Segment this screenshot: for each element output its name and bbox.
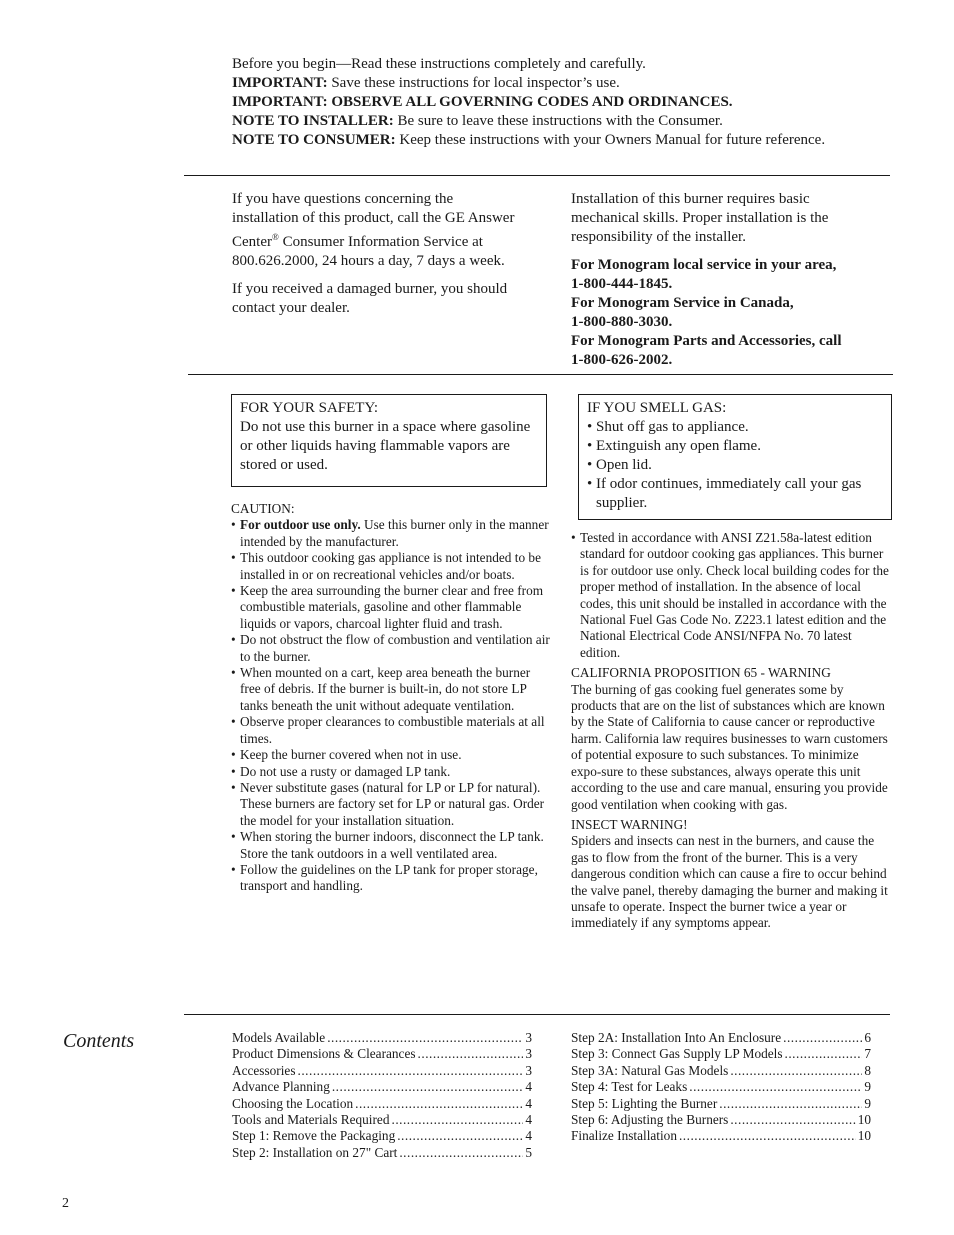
toc-entry[interactable] (571, 1128, 871, 1144)
install-section (571, 190, 871, 370)
service-line: For Monogram Service in Canada, (571, 295, 794, 311)
questions-section (232, 190, 517, 318)
service-line: 1-800-626-2002. (571, 352, 673, 368)
toc-leader (298, 1063, 524, 1079)
installer-note-text: Be sure to leave these instructions with the Consumer. (393, 113, 723, 129)
toc-entry[interactable] (571, 1063, 871, 1079)
toc-entry-page: 4 (525, 1095, 532, 1111)
registered-mark: ® (271, 232, 279, 242)
safety-box (231, 394, 547, 487)
toc-entry[interactable] (571, 1096, 871, 1112)
toc-leader (679, 1128, 856, 1144)
toc-entry[interactable] (232, 1079, 532, 1095)
prop65-title: CALIFORNIA PROPOSITION 65 - WARNING (571, 665, 831, 681)
toc-entry-page: 8 (864, 1062, 871, 1078)
intro-line: Before you begin—Read these instructions completely and carefully. (232, 56, 646, 72)
toc-entry[interactable] (571, 1079, 871, 1095)
caution-item: • When mounted on a cart, keep area beneath the burner free of debris. If the burner is built-in, do not store LP tanks beneath the unit without adequate ventilation. (231, 665, 553, 714)
service-line: For Monogram local service in your area, (571, 257, 837, 273)
toc-left (232, 1030, 532, 1161)
toc-entry-title: Step 6: Adjusting the Burners (571, 1112, 729, 1128)
toc-entry-page: 3 (525, 1030, 532, 1045)
caution-item: • Keep the burner covered when not in use. (231, 747, 553, 763)
intro-important (232, 74, 832, 93)
toc-leader (418, 1046, 524, 1062)
toc-entry-page: 9 (864, 1095, 871, 1111)
safety-text: Do not use this burner in a space where gasoline or other liquids having flammable vapors are stored or used. (240, 419, 531, 473)
safety-title: FOR YOUR SAFETY: (240, 400, 379, 416)
installer-note-label: NOTE TO INSTALLER: (232, 113, 394, 129)
toc-leader (730, 1112, 855, 1128)
caution-item: • Do not use a rusty or damaged LP tank. (231, 764, 553, 780)
toc-entry-page: 7 (864, 1046, 871, 1062)
intro-codes: IMPORTANT: OBSERVE ALL GOVERNING CODES AND ORDINANCES. (232, 94, 733, 110)
damaged-burner-paragraph: If you received a damaged burner, you should contact your dealer. (232, 281, 508, 316)
toc-entry-page: 5 (525, 1144, 532, 1160)
toc-entry[interactable] (571, 1046, 871, 1062)
service-line: For Monogram Parts and Accessories, call (571, 333, 842, 349)
toc-entry[interactable] (232, 1112, 532, 1128)
gas-item: • Shut off gas to appliance. (587, 418, 883, 437)
caution-bold: For outdoor use only. (240, 517, 361, 533)
service-line: 1-800-444-1845. (571, 276, 673, 292)
toc-entry-page: 9 (864, 1079, 871, 1095)
toc-leader (785, 1046, 863, 1062)
toc-entry-title: Step 2: Installation on 27" Cart (232, 1144, 398, 1160)
toc-entry-title: Tools and Materials Required (232, 1112, 390, 1128)
toc-entry[interactable] (232, 1063, 532, 1079)
toc-entry-title: Advance Planning (232, 1079, 330, 1095)
toc-entry[interactable] (232, 1128, 532, 1144)
caution-item: • Keep the area surrounding the burner clear and free from combustible materials, gasoline and other flammable liquids or vapors, charcoal lighter fluid and trash. (231, 583, 553, 632)
toc-leader (783, 1030, 862, 1046)
toc-entry-title: Accessories (232, 1062, 296, 1078)
caution-item: • When storing the burner indoors, disconnect the LP tank. Store the tank outdoors in a well ventilated area. (231, 829, 553, 862)
insect-title: INSECT WARNING! (571, 816, 688, 832)
caution-item: • Follow the guidelines on the LP tank for proper storage, transport and handling. (231, 862, 553, 895)
gas-list (587, 418, 883, 513)
toc-entry-title: Step 3: Connect Gas Supply LP Models (571, 1046, 783, 1062)
important-label: IMPORTANT: (232, 75, 328, 91)
intro-consumer-note (232, 131, 832, 150)
toc-entry[interactable] (232, 1046, 532, 1062)
toc-leader (397, 1128, 523, 1144)
gas-title: IF YOU SMELL GAS: (587, 400, 727, 416)
toc-entry-page: 4 (525, 1112, 532, 1128)
toc-entry[interactable] (232, 1030, 532, 1046)
caution-item: • This outdoor cooking gas appliance is not intended to be installed in or on recreational vehicles and/or boats. (231, 550, 553, 583)
caution-item (231, 517, 553, 550)
toc-entry-title: Step 4: Test for Leaks (571, 1079, 688, 1095)
ansi-item: • Tested in accordance with ANSI Z21.58a-latest edition standard for outdoor cooking gas appliances. This burner is for outdoor use only. Check local building codes for the proper method of installation. In the absence of local codes, this unit should be installed in accordance with the National Fuel Gas Code No. Z223.1 latest edition and the National Electrical Code ANSI/NFPA No. 70 latest edition. (571, 530, 889, 661)
toc-leader (719, 1096, 862, 1112)
page-number: 2 (62, 1196, 69, 1211)
questions-paragraph (232, 190, 517, 271)
consumer-note-label: NOTE TO CONSUMER: (232, 132, 396, 148)
insect-text: Spiders and insects can nest in the burners, and cause the gas to flow from the front of the burner. This is a very dangerous condition which can cause a fire to occur behind the valve panel, thereby damaging the burner and making it unsafe to operate. Inspect the burner twice a year or immediately if any symptoms appear. (571, 833, 888, 931)
caution-section (231, 501, 553, 895)
toc-leader (327, 1030, 523, 1046)
gas-item: • Extinguish any open flame. (587, 437, 883, 456)
gas-box (578, 394, 892, 520)
toc-entry-title: Step 2A: Installation Into An Enclosure (571, 1030, 782, 1045)
toc-entry-page: 4 (525, 1079, 532, 1095)
questions-text: If you have questions concerning the installation of this product, call the GE Answer Center (232, 191, 515, 250)
intro-block (232, 55, 832, 150)
consumer-note-text: Keep these instructions with your Owners Manual for future reference. (395, 132, 826, 148)
toc-leader (355, 1096, 523, 1112)
toc-entry-page: 3 (525, 1062, 532, 1078)
caution-item: • Do not obstruct the flow of combustion and ventilation air to the burner. (231, 632, 553, 665)
toc-entry[interactable] (571, 1112, 871, 1128)
divider (188, 374, 893, 375)
warnings-section (571, 530, 889, 932)
toc-leader (730, 1063, 862, 1079)
service-line: 1-800-880-3030. (571, 314, 673, 330)
caution-list (231, 517, 553, 894)
toc-entry-page: 6 (864, 1030, 871, 1045)
toc-entry-title: Models Available (232, 1030, 326, 1045)
gas-item: • If odor continues, immediately call your gas supplier. (587, 475, 883, 513)
toc-leader (399, 1145, 523, 1161)
toc-leader (392, 1112, 524, 1128)
contents-title: Contents (63, 1030, 135, 1052)
important-text: Save these instructions for local inspector’s use. (327, 75, 620, 91)
ansi-list (571, 530, 889, 661)
toc-entry[interactable] (571, 1030, 871, 1046)
toc-entry-title: Step 1: Remove the Packaging (232, 1128, 396, 1144)
caution-title: CAUTION: (231, 501, 295, 516)
prop65-text: The burning of gas cooking fuel generates some by products that are on the list of substances which are known by the State of California to cause cancer or reproductive harm. California law requires businesses to warn customers of potential exposure to such substances. To minimize expo-sure to these substances, always operate this unit according to the use and care manual, ensuring you provide good ventilation when cooking with gas. (571, 681, 888, 812)
toc-entry-page: 10 (857, 1112, 871, 1128)
toc-entry[interactable] (232, 1096, 532, 1112)
toc-entry-title: Choosing the Location (232, 1095, 354, 1111)
divider (184, 175, 890, 176)
intro-installer-note (232, 112, 832, 131)
caution-item: • Never substitute gases (natural for LP or LP for natural). These burners are factory set for LP or natural gas. Order the model for your installation situation. (231, 780, 553, 829)
toc-entry-title: Step 5: Lighting the Burner (571, 1095, 718, 1111)
toc-entry-page: 3 (525, 1046, 532, 1062)
toc-entry-page: 4 (525, 1128, 532, 1144)
toc-entry-title: Finalize Installation (571, 1128, 677, 1144)
toc-leader (689, 1079, 862, 1095)
toc-entry-title: Product Dimensions & Clearances (232, 1046, 416, 1062)
caution-item: • Observe proper clearances to combustible materials at all times. (231, 714, 553, 747)
caution-text: Use this burner only in the manner intended by the manufacturer. (240, 517, 549, 549)
install-paragraph: Installation of this burner requires basic mechanical skills. Proper installation is the responsibility of the installer. (571, 191, 829, 245)
questions-text-cont: Consumer Information Service at 800.626.2000, 24 hours a day, 7 days a week. (232, 234, 505, 269)
toc-entry-title: Step 3A: Natural Gas Models (571, 1062, 729, 1078)
service-numbers (571, 256, 871, 370)
toc-leader (332, 1079, 523, 1095)
divider (184, 1014, 890, 1015)
gas-item: • Open lid. (587, 456, 883, 475)
toc-right (571, 1030, 871, 1145)
toc-entry[interactable] (232, 1145, 532, 1161)
toc-entry-page: 10 (857, 1128, 871, 1144)
